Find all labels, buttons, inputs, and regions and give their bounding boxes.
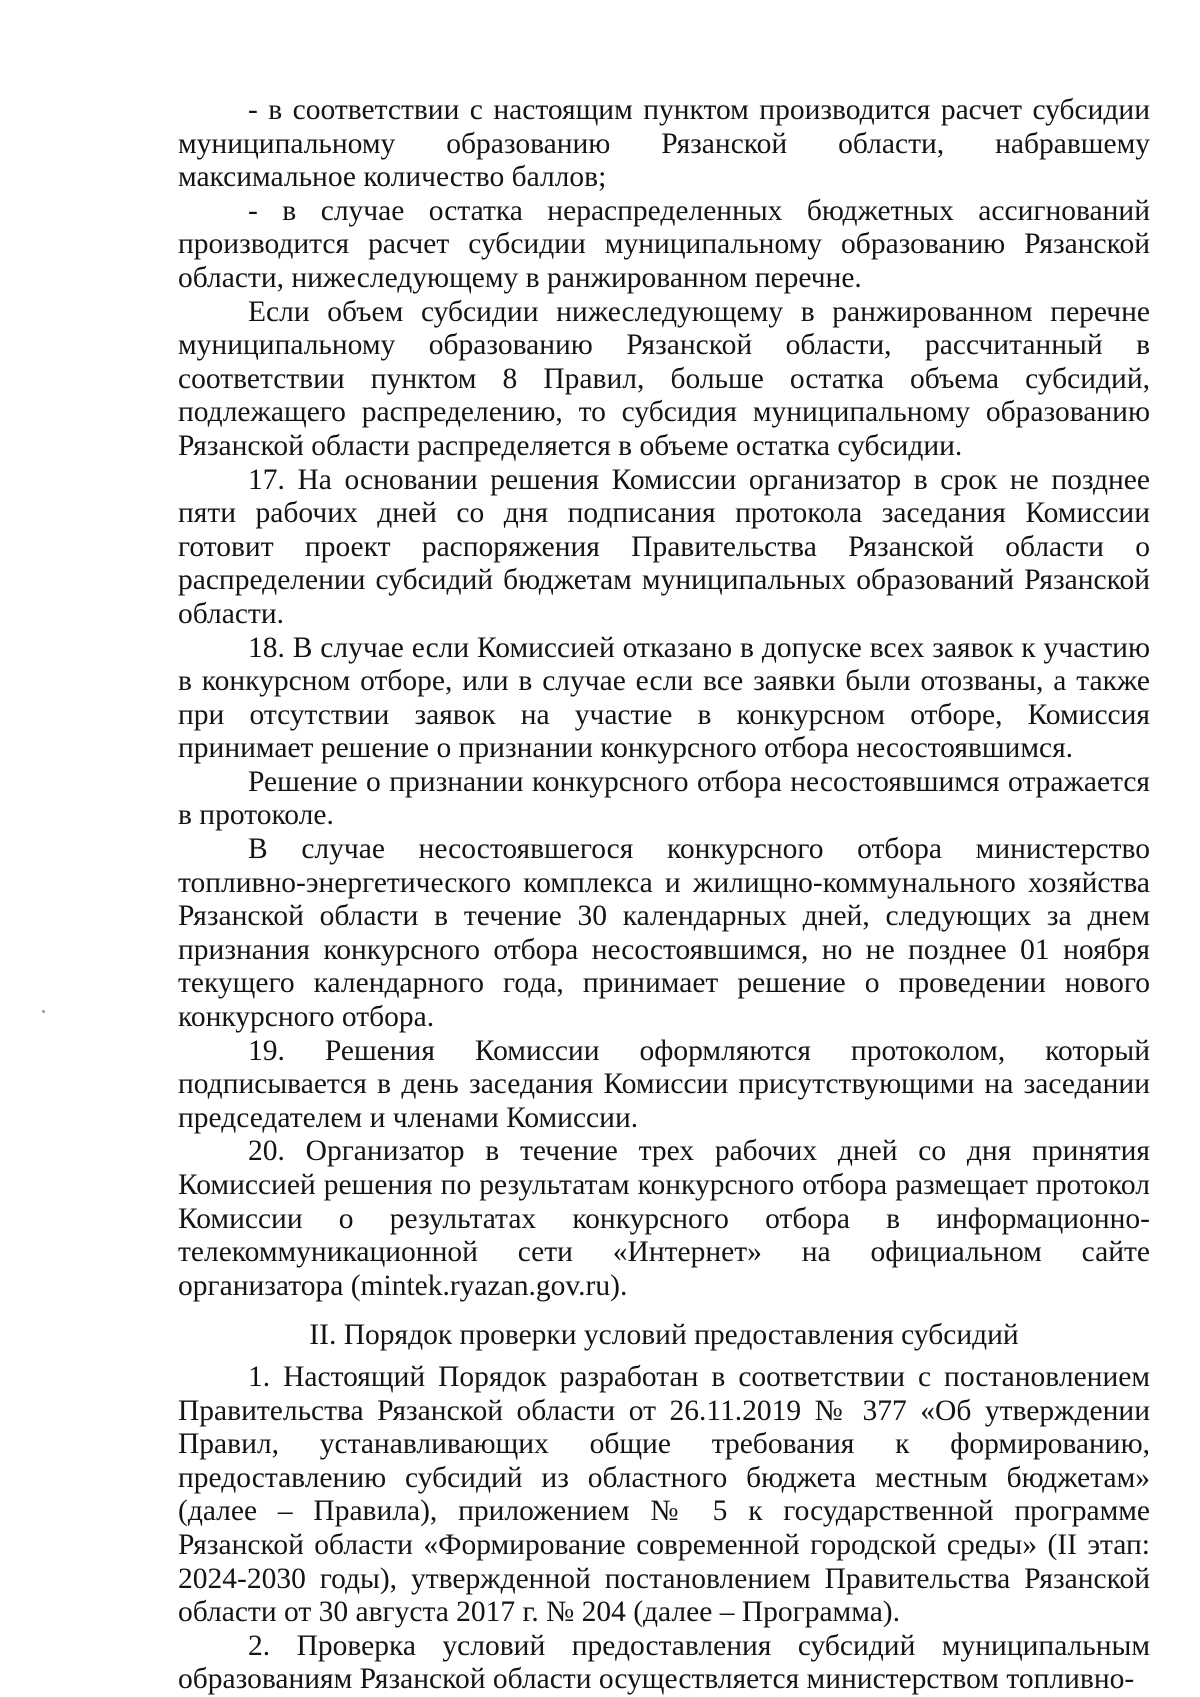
paragraph-decision-protocol: Решение о признании конкурсного отбора несостоявшимся отражается в протоколе.	[178, 765, 1150, 832]
paragraph-subsidy-volume: Если объем субсидии нижеследующему в ранжированном перечне муниципальному образованию Рязанской области, рассчитанный в соответствии пунктом 8 Правил, больше остатка объема субсидий, подлежащего распределению, то субсидия муниципальному образованию Рязанской области распределяется в объеме остатка субсидии.	[178, 295, 1150, 462]
paragraph-remaining-allocations: - в случае остатка нераспределенных бюджетных ассигнований производится расчет субсидии муниципальному образованию Рязанской области, нижеследующему в ранжированном перечне.	[178, 194, 1150, 294]
paragraph-section2-item-1: 1. Настоящий Порядок разработан в соответствии с постановлением Правительства Рязанской области от 26.11.2019 № 377 «Об утверждении Правил, устанавливающих общие требования к формированию, предоставлению субсидий из областного бюджета местным бюджетам» (далее – Правила), приложением № 5 к государственной программе Рязанской области «Формирование современной городской среды» (II этап: 2024-2030 годы), утвержденной постановлением Правительства Рязанской области от 30 августа 2017 г. № 204 (далее – Программа).	[178, 1360, 1150, 1629]
paragraph-item-17: 17. На основании решения Комиссии организатор в срок не позднее пяти рабочих дней со дня подписания протокола заседания Комиссии готовит проект распоряжения Правительства Рязанской области о распределении субсидий бюджетам муниципальных образований Рязанской области.	[178, 463, 1150, 630]
paragraph-section2-item-2: 2. Проверка условий предоставления субсидий муниципальным образованиям Рязанской области осуществляется министерством топливно-	[178, 1629, 1150, 1696]
document-page	[178, 94, 1150, 1697]
paragraph-item-18: 18. В случае если Комиссией отказано в допуске всех заявок к участию в конкурсном отборе, или в случае если все заявки были отозваны, а также при отсутствии заявок на участие в конкурсном отборе, Комиссия принимает решение о признании конкурсного отбора несостоявшимся.	[178, 631, 1150, 765]
paragraph-item-19: 19. Решения Комиссии оформляются протоколом, который подписывается в день заседания Комиссии присутствующими на заседании председателем и членами Комиссии.	[178, 1034, 1150, 1134]
section-heading: II. Порядок проверки условий предоставления субсидий	[309, 1319, 1019, 1352]
paragraph-failed-selection: В случае несостоявшегося конкурсного отбора министерство топливно-энергетического комплекса и жилищно-коммунального хозяйства Рязанской области в течение 30 календарных дней, следующих за днем признания конкурсного отбора несостоявшимся, но не позднее 01 ноября текущего календарного года, принимает решение о проведении нового конкурсного отбора.	[178, 833, 1150, 1034]
paragraph-calc-max-score: - в соответствии с настоящим пунктом производится расчет субсидии муниципальному образованию Рязанской области, набравшему максимальное количество баллов;	[178, 94, 1150, 194]
paragraph-item-20: 20. Организатор в течение трех рабочих дней со дня принятия Комиссией решения по результатам конкурсного отбора размещает протокол Комиссии о результатах конкурсного отбора в информационно-телекоммуникационной сети «Интернет» на официальном сайте организатора (mintek.ryazan.gov.ru).	[178, 1135, 1150, 1302]
scan-speck	[42, 1010, 45, 1013]
